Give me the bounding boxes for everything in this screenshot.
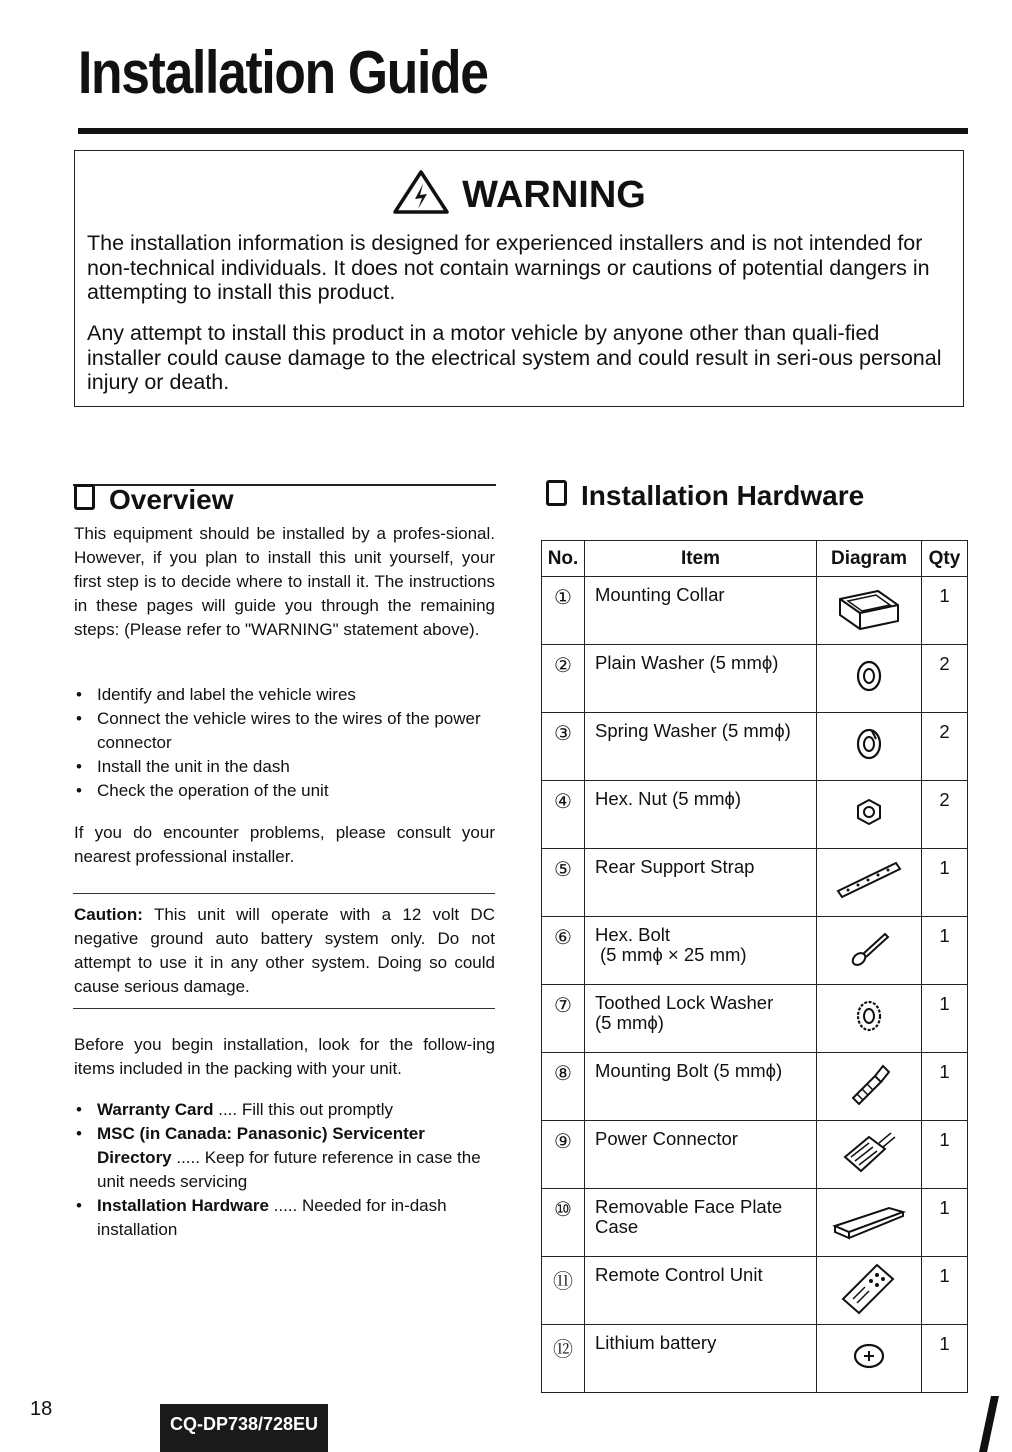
table-header-row xyxy=(542,541,968,577)
caution-text: This unit will operate with a 12 volt DC negative ground auto battery system only. Do not attempt to use it in any other system. Doing so could cause serious damage. xyxy=(74,905,495,996)
table-row xyxy=(542,1325,968,1393)
model-tab: CQ-DP738/728EU xyxy=(160,1404,328,1452)
row-number: ⑩ xyxy=(542,1189,585,1257)
hex-bolt-icon xyxy=(847,928,891,968)
warning-paragraph-2: Any attempt to install this product in a motor vehicle by anyone other than quali-fied installer could cause damage to the electrical system and could result in seri-ous personal injury or death. xyxy=(87,321,942,394)
row-item: Mounting Collar xyxy=(585,577,817,645)
table-row xyxy=(542,1121,968,1189)
checkbox-square-icon xyxy=(74,484,95,510)
row-item: Mounting Bolt (5 mmϕ) xyxy=(585,1053,817,1121)
overview-steps xyxy=(74,683,495,803)
row-number: ⑤ xyxy=(542,849,585,917)
row-qty: 1 xyxy=(922,1053,968,1121)
table-row xyxy=(542,577,968,645)
edge-mark xyxy=(979,1396,999,1452)
problems-note: If you do encounter problems, please consult your nearest professional installer. xyxy=(74,823,495,866)
row-qty: 1 xyxy=(922,1121,968,1189)
lithium-battery-icon xyxy=(852,1342,886,1370)
caution-bottom-rule xyxy=(73,1008,495,1009)
warning-box xyxy=(74,150,964,407)
face-plate-case-icon xyxy=(831,1200,907,1240)
hardware-heading: Installation Hardware xyxy=(546,480,864,512)
column-header-item: Item xyxy=(585,541,817,577)
row-item: Remote Control Unit xyxy=(585,1257,817,1325)
row-qty: 2 xyxy=(922,781,968,849)
caution-label: Caution: xyxy=(74,905,143,924)
row-number: ② xyxy=(542,645,585,713)
list-item: • MSC (in Canada: Panasonic) Servicenter Directory ..... Keep for future reference in case the unit needs servicing xyxy=(74,1122,495,1194)
lock-washer-icon xyxy=(854,999,884,1033)
row-item: Plain Washer (5 mmϕ) xyxy=(585,645,817,713)
list-item: • Installation Hardware ..... Needed for in-dash installation xyxy=(74,1194,495,1242)
list-item: • Identify and label the vehicle wires xyxy=(74,683,495,707)
row-number: ④ xyxy=(542,781,585,849)
table-row xyxy=(542,645,968,713)
row-number: ⑥ xyxy=(542,917,585,985)
row-qty: 1 xyxy=(922,917,968,985)
column-header-qty: Qty xyxy=(922,541,968,577)
mounting-bolt-icon xyxy=(845,1062,893,1106)
column-header-no: No. xyxy=(542,541,585,577)
list-item: • Warranty Card .... Fill this out promptly xyxy=(74,1098,495,1122)
hex-nut-icon xyxy=(854,797,884,827)
row-number: ⑫ xyxy=(542,1325,585,1393)
table-row xyxy=(542,985,968,1053)
caution-top-rule xyxy=(73,893,495,894)
remote-control-icon xyxy=(839,1261,899,1315)
row-qty: 1 xyxy=(922,1325,968,1393)
table-row xyxy=(542,849,968,917)
row-number: ③ xyxy=(542,713,585,781)
table-row xyxy=(542,1053,968,1121)
table-row xyxy=(542,1189,968,1257)
table-row xyxy=(542,917,968,985)
support-strap-icon xyxy=(834,857,904,903)
row-item: Hex. Bolt (5 mmϕ × 25 mm) xyxy=(585,917,817,985)
table-row xyxy=(542,781,968,849)
row-qty: 1 xyxy=(922,849,968,917)
column-header-diagram: Diagram xyxy=(817,541,922,577)
row-qty: 2 xyxy=(922,713,968,781)
warning-paragraph-1: The installation information is designed for experienced installers and is not intended for non-technical individuals. It does not contain warnings or cautions of potential dangers in attempting to install this product. xyxy=(87,231,930,304)
row-number: ⑧ xyxy=(542,1053,585,1121)
overview-intro: This equipment should be installed by a profes-sional. However, if you plan to install this unit yourself, your first step is to decide where to install it. The instructions in these pages will guide you through the remaining steps: (Please refer to "WARNING" statement above). xyxy=(74,524,495,639)
row-number: ① xyxy=(542,577,585,645)
list-item: • Connect the vehicle wires to the wires of the power connector xyxy=(74,707,495,755)
plain-washer-icon xyxy=(854,659,884,693)
row-qty: 1 xyxy=(922,985,968,1053)
row-item: Hex. Nut (5 mmϕ) xyxy=(585,781,817,849)
page-title: Installation Guide xyxy=(78,39,488,106)
power-connector-icon xyxy=(839,1127,899,1177)
packing-intro: Before you begin installation, look for the follow-ing items included in the packing with your unit. xyxy=(74,1035,495,1078)
row-item: Lithium battery xyxy=(585,1325,817,1393)
overview-heading: Overview xyxy=(74,484,234,516)
row-number: ⑨ xyxy=(542,1121,585,1189)
row-qty: 2 xyxy=(922,645,968,713)
row-qty: 1 xyxy=(922,1189,968,1257)
row-number: ⑦ xyxy=(542,985,585,1053)
warning-title: WARNING xyxy=(462,174,646,216)
page-number: 18 xyxy=(30,1398,53,1420)
caution-note xyxy=(74,903,495,999)
mounting-collar-icon xyxy=(834,585,904,631)
hardware-table xyxy=(541,540,968,1393)
list-item: • Check the operation of the unit xyxy=(74,779,495,803)
row-qty: 1 xyxy=(922,577,968,645)
row-item: Toothed Lock Washer (5 mmϕ) xyxy=(585,985,817,1053)
row-item: Removable Face Plate Case xyxy=(585,1189,817,1257)
warning-heading xyxy=(75,169,963,217)
title-rule xyxy=(78,128,968,134)
checkbox-square-icon xyxy=(546,480,567,506)
spring-washer-icon xyxy=(854,727,884,761)
row-item: Rear Support Strap xyxy=(585,849,817,917)
warning-triangle-icon xyxy=(392,169,450,215)
row-number: ⑪ xyxy=(542,1257,585,1325)
row-item: Spring Washer (5 mmϕ) xyxy=(585,713,817,781)
row-item: Power Connector xyxy=(585,1121,817,1189)
packing-list xyxy=(74,1098,495,1242)
list-item: • Install the unit in the dash xyxy=(74,755,495,779)
row-qty: 1 xyxy=(922,1257,968,1325)
table-row xyxy=(542,1257,968,1325)
table-row xyxy=(542,713,968,781)
